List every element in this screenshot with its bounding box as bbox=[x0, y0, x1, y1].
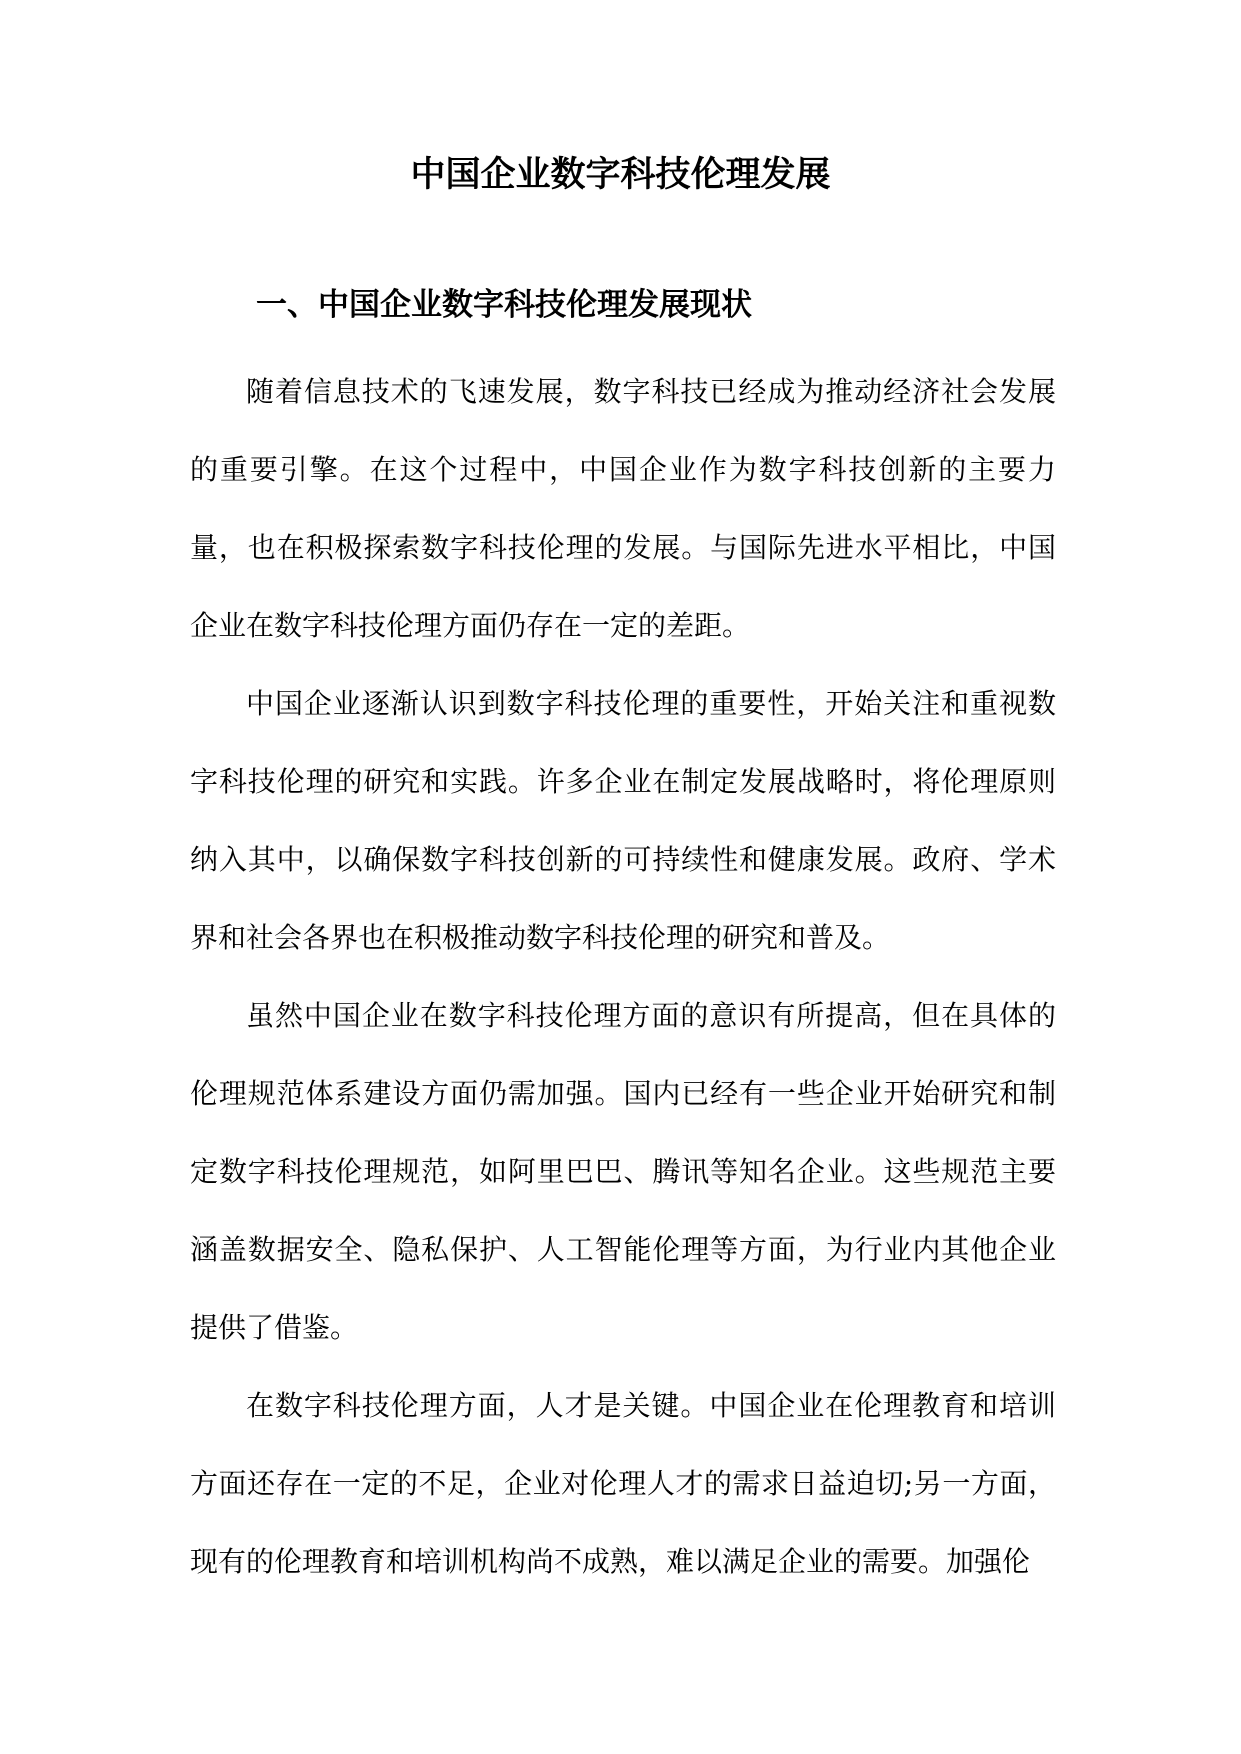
paragraph-3: 虽然中国企业在数字科技伦理方面的意识有所提高，但在具体的伦理规范体系建设方面仍需加强。国内已经有一些企业开始研究和制定数字科技伦理规范，如阿里巴巴、腾讯等知名企业。这些规范主要涵盖数据安全、隐私保护、人工智能伦理等方面，为行业内其他企业提供了借鉴。 bbox=[190, 999, 1056, 1344]
document-title: 中国企业数字科技伦理发展 bbox=[410, 154, 831, 195]
paragraph-2: 中国企业逐渐认识到数字科技伦理的重要性，开始关注和重视数字科技伦理的研究和实践。许多企业在制定发展战略时，将伦理原则纳入其中，以确保数字科技创新的可持续性和健康发展。政府、学术界和社会各界也在积极推动数字科技伦理的研究和普及。 bbox=[190, 687, 1056, 954]
paragraph-1: 随着信息技术的飞速发展，数字科技已经成为推动经济社会发展的重要引擎。在这个过程中，中国企业作为数字科技创新的主要力量，也在积极探索数字科技伦理的发展。与国际先进水平相比，中国企业在数字科技伦理方面仍存在一定的差距。 bbox=[190, 375, 1056, 642]
section-heading: 一、中国企业数字科技伦理发展现状 bbox=[256, 287, 752, 323]
paragraph-4: 在数字科技伦理方面，人才是关键。中国企业在伦理教育和培训方面还存在一定的不足，企业对伦理人才的需求日益迫切;另一方面，现有的伦理教育和培训机构尚不成熟，难以满足企业的需要。加强伦 bbox=[190, 1389, 1056, 1578]
